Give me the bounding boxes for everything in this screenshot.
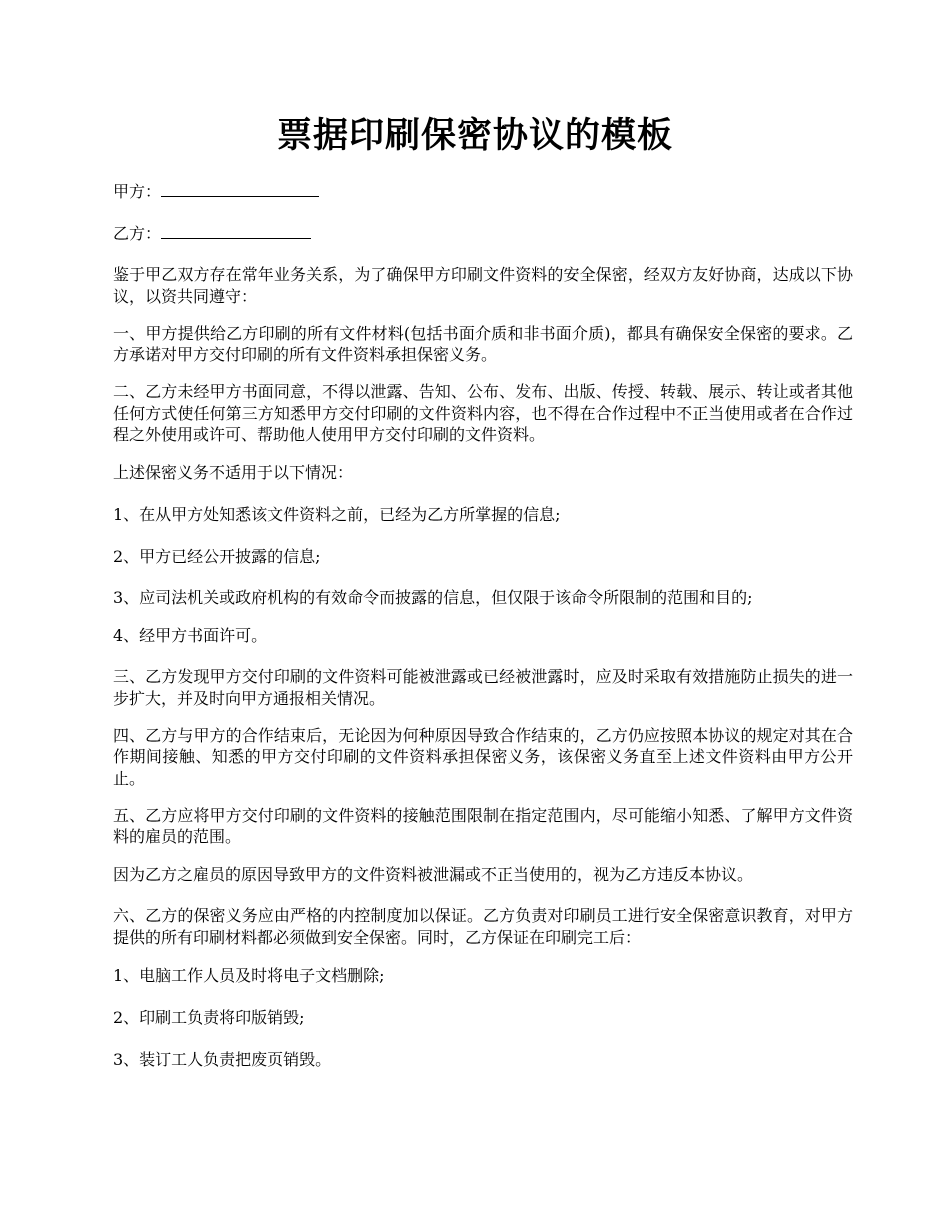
paragraph-clause-3: 三、乙方发现甲方交付印刷的文件资料可能被泄露或已经被泄露时，应及时采取有效措施防止损失的进一步扩大，并及时向甲方通报相关情况。: [113, 667, 853, 708]
paragraph-completion-2: 2、印刷工负责将印版销毁;: [113, 1007, 305, 1027]
paragraph-exception-4: 4、经甲方书面许可。: [113, 626, 268, 645]
paragraph-preamble: 鉴于甲乙双方存在常年业务关系，为了确保甲方印刷文件资料的安全保密，经双方友好协商，达成以下协议，以资共同遵守：: [113, 265, 853, 306]
paragraph-clause-5: 五、乙方应将甲方交付印刷的文件资料的接触范围限制在指定范围内，尽可能缩小知悉、了解甲方文件资料的雇员的范围。: [113, 805, 853, 846]
party-a-blank: [161, 180, 319, 197]
paragraph-clause-1: 一、甲方提供给乙方印刷的所有文件材料(包括书面介质和非书面介质)，都具有确保安全保密的要求。乙方承诺对甲方交付印刷的所有文件资料承担保密义务。: [113, 323, 853, 364]
paragraph-clause-2: 二、乙方未经甲方书面同意，不得以泄露、告知、公布、发布、出版、传授、转载、展示、转让或者其他任何方式使任何第三方知悉甲方交付印刷的文件资料内容，也不得在合作过程中不正当使用或者在合作过程之外使用或许可、帮助他人使用甲方交付印刷的文件资料。: [113, 382, 853, 444]
paragraph-exception-2: 2、甲方已经公开披露的信息;: [113, 547, 321, 566]
paragraph-clause-4: 四、乙方与甲方的合作结束后，无论因为何种原因导致合作结束的，乙方仍应按照本协议的规定对其在合作期间接触、知悉的甲方交付印刷的文件资料承担保密义务，该保密义务直至上述文件资料由甲方公开止。: [113, 725, 853, 788]
party-a-line: [113, 180, 853, 204]
document-title: 票据印刷保密协议的模板: [276, 116, 673, 156]
paragraph-employee-liability: 因为乙方之雇员的原因导致甲方的文件资料被泄漏或不正当使用的，视为乙方违反本协议。: [113, 865, 754, 884]
paragraph-completion-3: 3、装订工人负责把废页销毁。: [113, 1049, 332, 1069]
document-body: [113, 180, 853, 1090]
paragraph-completion-1: 1、电脑工作人员及时将电子文档删除;: [113, 965, 385, 985]
party-b-blank: [161, 222, 311, 239]
paragraph-exception-1: 1、在从甲方处知悉该文件资料之前，已经为乙方所掌握的信息;: [113, 505, 561, 524]
paragraph-exception-3: 3、应司法机关或政府机构的有效命令而披露的信息，但仅限于该命令所限制的范围和目的;: [113, 588, 753, 607]
party-b-line: [113, 222, 853, 246]
paragraph-clause-6: 六、乙方的保密义务应由严格的内控制度加以保证。乙方负责对印刷员工进行安全保密意识教育，对甲方提供的所有印刷材料都必须做到安全保密。同时，乙方保证在印刷完工后：: [113, 906, 853, 947]
party-b-label: 乙方：: [113, 224, 162, 243]
paragraph-exceptions-intro: 上述保密义务不适用于以下情况：: [113, 463, 354, 482]
party-a-label: 甲方：: [113, 182, 162, 201]
